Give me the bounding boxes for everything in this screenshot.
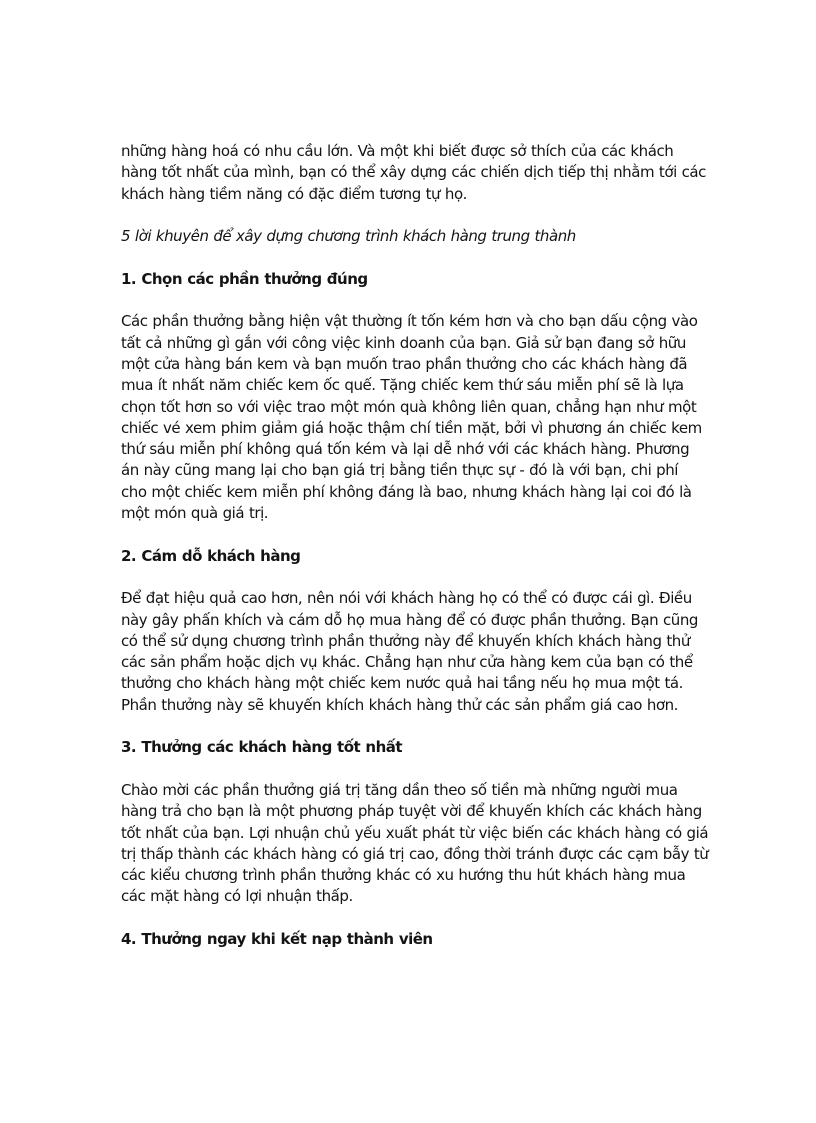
paragraph-1-line: cho một chiếc kem miễn phí không đáng là bao, nhưng khách hàng lại coi đó là xyxy=(121,482,692,501)
paragraph-2-line: Để đạt hiệu quả cao hơn, nên nói với khách hàng họ có thể có được cái gì. Điều xyxy=(121,589,692,608)
paragraph-3-line: tốt nhất của bạn. Lợi nhuận chủ yếu xuất phát từ việc biến các khách hàng có giá xyxy=(121,823,709,842)
paragraph-3-line: các mặt hàng có lợi nhuận thấp. xyxy=(121,887,353,906)
paragraph-3-line: các kiểu chương trình phần thưởng khác có xu hướng thu hút khách hàng mua xyxy=(121,866,686,885)
paragraph-1-line: một cửa hàng bán kem và bạn muốn trao phần thưởng cho các khách hàng đã xyxy=(121,354,688,373)
paragraph-1-line: một món quà giá trị. xyxy=(121,504,269,523)
heading-3: 3. Thưởng các khách hàng tốt nhất xyxy=(121,738,403,757)
paragraph-2-line: này gây phấn khích và cám dỗ họ mua hàng để có được phần thưởng. Bạn cũng xyxy=(121,610,698,629)
paragraph-1-line: án này cũng mang lại cho bạn giá trị bằng tiền thực sự - đó là với bạn, chi phí xyxy=(121,461,678,480)
paragraph-2-line: thưởng cho khách hàng một chiếc kem nước quả hai tầng nếu họ mua một tá. xyxy=(121,674,683,693)
paragraph-1-line: chọn tốt hơn so với việc trao một món quà không liên quan, chẳng hạn như một xyxy=(121,397,697,416)
paragraph-3-line: Chào mời các phần thưởng giá trị tăng dần theo số tiền mà những người mua xyxy=(121,780,678,799)
intro-paragraph xyxy=(121,141,706,205)
section-subtitle: 5 lời khuyên để xây dựng chương trình khách hàng trung thành xyxy=(121,227,576,246)
paragraph-3 xyxy=(121,780,709,908)
heading-4: 4. Thưởng ngay khi kết nạp thành viên xyxy=(121,929,433,948)
intro-line: khách hàng tiềm năng có đặc điểm tương tự họ. xyxy=(121,184,467,203)
intro-line: những hàng hoá có nhu cầu lớn. Và một khi biết được sở thích của các khách xyxy=(121,142,674,160)
heading-1: 1. Chọn các phần thưởng đúng xyxy=(121,269,368,288)
paragraph-3-line: hàng trả cho bạn là một phương pháp tuyệt vời để khuyến khích các khách hàng xyxy=(121,802,702,821)
paragraph-1-line: mua ít nhất năm chiếc kem ốc quế. Tặng chiếc kem thứ sáu miễn phí sẽ là lựa xyxy=(121,376,684,395)
heading-2: 2. Cám dỗ khách hàng xyxy=(121,546,301,565)
paragraph-3-line: trị thấp thành các khách hàng có giá trị cao, đồng thời tránh được các cạm bẫy từ xyxy=(121,844,709,863)
paragraph-2-line: có thể sử dụng chương trình phần thưởng này để khuyến khích khách hàng thử xyxy=(121,631,690,650)
paragraph-2 xyxy=(121,588,706,716)
paragraph-1 xyxy=(121,311,706,524)
paragraph-1-line: Các phần thưởng bằng hiện vật thường ít tốn kém hơn và cho bạn dấu cộng vào xyxy=(121,312,698,331)
paragraph-2-line: các sản phẩm hoặc dịch vụ khác. Chẳng hạn như cửa hàng kem của bạn có thể xyxy=(121,653,693,672)
paragraph-1-line: chiếc vé xem phim giảm giá hoặc thậm chí tiền mặt, bởi vì phương án chiếc kem xyxy=(121,418,702,437)
intro-line: hàng tốt nhất của mình, bạn có thể xây dựng các chiến dịch tiếp thị nhằm tới các xyxy=(121,163,706,182)
document-body xyxy=(121,141,709,950)
paragraph-1-line: thứ sáu miễn phí không quá tốn kém và lại dễ nhớ với các khách hàng. Phương xyxy=(121,440,690,459)
paragraph-1-line: tất cả những gì gắn với công việc kinh doanh của bạn. Giả sử bạn đang sở hữu xyxy=(121,333,686,352)
paragraph-2-line: Phần thưởng này sẽ khuyến khích khách hàng thử các sản phẩm giá cao hơn. xyxy=(121,695,679,714)
